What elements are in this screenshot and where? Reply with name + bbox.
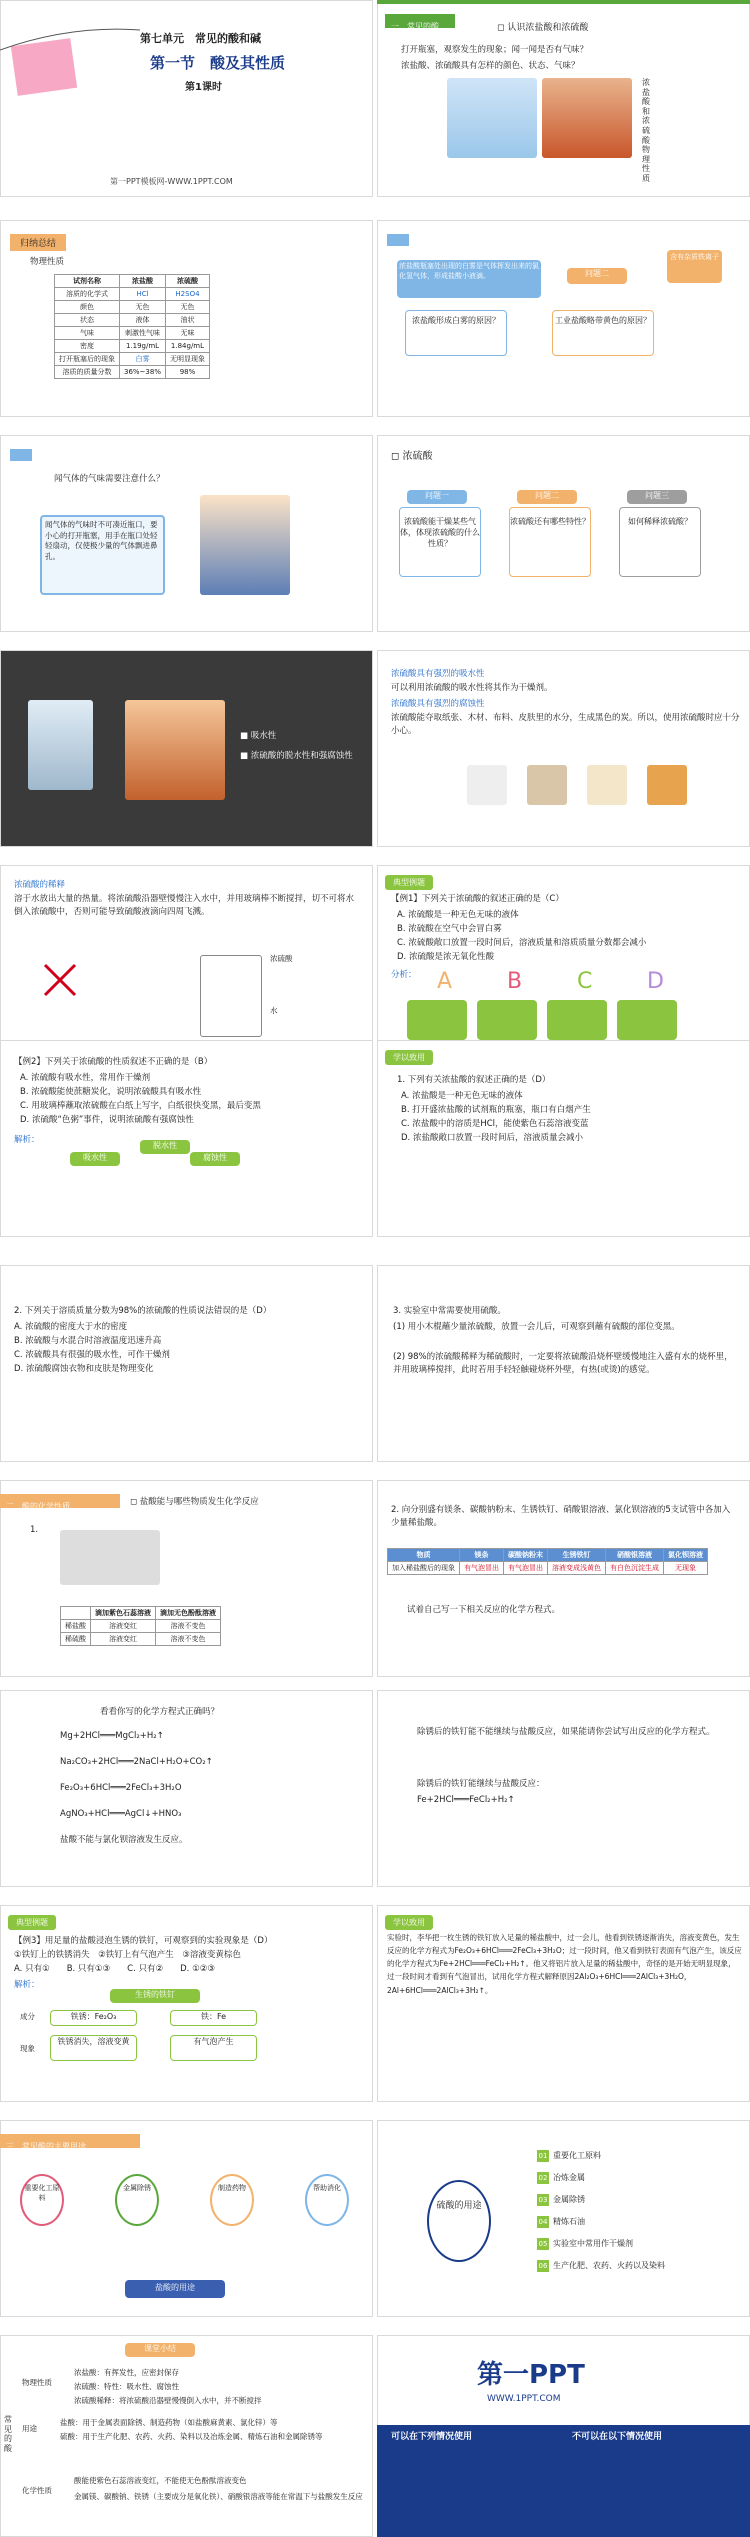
brand-logo: 第一PPT [477, 2360, 585, 2390]
table-row: 溶质的化学式 HCl H2SO4 [55, 288, 210, 301]
slide-hcl-uses: 三、常见酸的主要用途 重要化工原料 金属除锈 制造药物 帮助消化 盐酸的用途 [0, 2120, 373, 2317]
question: 【例2】下列关于浓硫酸的性质叙述不正确的是（B） [14, 1057, 213, 1067]
subheading: 物理性质 [30, 257, 65, 267]
summary-title: 课堂小结 [125, 2343, 195, 2357]
question: 看看你写的化学方程式正确吗？ [100, 1707, 220, 1717]
text: 溶于水放出大量的热量。将浓硫酸沿器壁慢慢注入水中，并用玻璃棒不断搅拌，切不可将水倒入浓硫酸中，否则可能导致硫酸液滴向四周飞溅。 [14, 894, 355, 918]
slide-photo [0, 650, 373, 847]
answer-2: (2) 98%的浓硫酸稀释为稀硫酸时，一定要将浓硫酸沿烧杯壁缓慢地注入盛有水的烧杯里，并用玻璃棒搅拌，此时若用手轻轻触碰烧杯外壁，有热(或烫)的感觉。 [393, 1352, 733, 1376]
slide-dilution [0, 865, 373, 1062]
bottom-label: 盐酸的用途 [125, 2280, 225, 2298]
label-1: ■ 吸水性 [240, 731, 277, 741]
blue-explain-box: 浓盐酸瓶塞处出现的白雾是气体挥发出来的氯化氢气体，形成盐酸小液滴。 [397, 260, 541, 298]
center-circle: 硫酸的用途 [427, 2180, 491, 2262]
footer-text: 盐酸不能与氯化钡溶液发生反应。 [60, 1835, 188, 1845]
slide-hcl-h2so4 [377, 0, 750, 197]
question-box-2: 工业盐酸略带黄色的原因？ [552, 310, 654, 356]
question: 【例1】下列关于浓硫酸的叙述正确的是（C） [391, 894, 564, 904]
slide-example3: 典型例题 【例3】用足量的盐酸浸泡生锈的铁钉，可观察到的实验现象是（D） ①铁钉上的铁锈消失 ②铁钉上有气泡产生 ③溶液变黄棕色 A. 只有① B. 只有①③ C. 只有② D. ①②③ 解析： 生锈的铁钉 成分 铁锈：Fe₂O₃ 铁：Fe 现象 铁锈消失，溶液变黄 有气泡产生 [0, 1905, 373, 2102]
slide-reactions [377, 1480, 750, 1677]
slide-title: ◻ 盐酸能与哪些物质发生化学反应 [130, 1497, 259, 1507]
text-1: 可以利用浓硫酸的吸水性将其作为干燥剂。 [391, 683, 553, 693]
heading: 浓硫酸的稀释 [14, 880, 66, 890]
badge: 学以致用 [385, 1915, 433, 1930]
table-row: 颜色 无色 无色 [55, 301, 210, 314]
slide-q3 [377, 1265, 750, 1462]
bottle-photo-2 [125, 700, 225, 800]
string-line [0, 20, 140, 60]
text: 实验时，李华把一枚生锈的铁钉放入足量的稀盐酸中，过一会儿，他看到铁锈逐渐消失，溶液变黄色，发生反应的化学方程式为Fe₂O₃+6HCl═══2FeCl₃+3H₂O；过一段时间，他又看到铁钉表面有气泡产生，该反应的化学方程式为Fe+2HCl═══FeCl₂+H₂↑。他又将铝片放入足量的稀盐酸中，奇怪的是开始无明显现象，过一段时间才看到有气泡冒出，试用化学方程式解释原因2Al₂O₃+6HCl═══2AlCl₃+3H₂O，2Al+6HCl═══2AlCl₃+3H₂↑。 [387, 1933, 742, 1995]
tag-bar: 一、常见的酸 [385, 14, 455, 28]
question: 2. 向分别盛有镁条、碳酸钠粉末、生锈铁钉、硝酸银溶液、氯化钡溶液的5支试管中各加入少量稀盐酸。 [391, 1505, 731, 1529]
table-row: 状态 液体 油状 [55, 314, 210, 327]
table-row: 气味 刺激性气味 无味 [55, 327, 210, 340]
slide-example1: 典型例题 【例1】下列关于浓硫酸的叙述正确的是（C） A. 浓硫酸是一种无色无味的液体 B. 浓硫酸在空气中会冒白雾 C. 浓硫酸敞口放置一段时间后，溶液质量和溶质质量分数都会减小 D. 浓硫酸是浓无氧化性酸 分析： A B C D [377, 865, 750, 1062]
question: 闻气体的气味需要注意什么？ [54, 474, 165, 484]
right-title: 不可以在以下情况使用 [572, 2432, 663, 2442]
tag-q2: 问题二 [567, 268, 627, 284]
tag-2: 问题二 [517, 490, 577, 504]
question-3: 如何稀释浓硫酸？ [619, 507, 701, 577]
heading-1: 浓硫酸具有强烈的吸水性 [391, 669, 485, 679]
table-row: 加入稀盐酸后的现象 有气泡冒出 有气泡冒出 溶液变成浅黄色 有白色沉淀生成 无现象 [388, 1562, 708, 1575]
hcl-photo [447, 78, 537, 158]
answer-box: 含有杂质铁离子 [667, 250, 722, 283]
badge: 典型例题 [385, 875, 433, 890]
unit-title: 第七单元 常见的酸和碱 [140, 32, 261, 45]
badge: 典型例题 [8, 1915, 56, 1930]
question-2: 除锈后的铁钉能继续与盐酸反应： [417, 1779, 545, 1789]
footer-text: 试着自己写一下相关反应的化学方程式。 [407, 1605, 561, 1615]
table-row: 溶质的质量分数 36%~38% 98% [55, 366, 210, 379]
question: 1. 下列有关浓盐酸的叙述正确的是（D） [397, 1075, 551, 1085]
question: 2. 下列关于溶质质量分数为98%的浓硫酸的性质说法错误的是（D） [14, 1306, 272, 1316]
question-1: 浓硫酸能干燥某些气体，体现浓硫酸的什么性质？ [399, 507, 481, 577]
table-row: 密度 1.19g/mL 1.84g/mL [55, 340, 210, 353]
slide-example2: 【例2】下列关于浓硫酸的性质叙述不正确的是（B） A. 浓硫酸有吸水性，常用作干燥剂 B. 浓硫酸能使蔗糖炭化，说明浓硫酸具有吸水性 C. 用玻璃棒蘸取浓硫酸在白纸上写字，白纸很快变黑，最后变黑 D. 浓硫酸“色粥”事件，说明浓硫酸有强腐蚀性 解析： 吸水性 脱水性 腐蚀性 [0, 1040, 373, 1237]
reaction-table: 物质 镁条 碳酸钠粉末 生锈铁钉 硝酸银溶液 氯化钡溶液 加入稀盐酸后的现象 有气泡冒出 有气泡冒出 溶液变成浅黄色 有白色沉淀生成 无现象 [387, 1548, 708, 1575]
h2so4-photo [542, 78, 632, 158]
question-2: 浓硫酸还有哪些特性？ [509, 507, 591, 577]
left-title: 可以在下列情况使用 [391, 2432, 473, 2442]
slide-practice2 [377, 1905, 750, 2102]
slide-smell [0, 435, 373, 632]
slide-title [0, 0, 373, 197]
table-row: 打开瓶塞后的现象 白雾 无明显现象 [55, 353, 210, 366]
question: 3. 实验室中常需要使用硫酸。 [393, 1306, 506, 1316]
footer: 第一PPT模板网-WWW.1PPT.COM [110, 177, 233, 186]
slide-q2: 2. 下列关于溶质质量分数为98%的浓硫酸的性质说法错误的是（D） A. 浓硫酸的密度大于水的密度 B. 浓硫酸与水混合时溶液温度迅速升高 C. 浓硫酸具有很强的吸水性，可作干燥剂 D. 浓硫酸腐蚀衣物和皮肤是物理变化 [0, 1265, 373, 1462]
slide-title: ◻ 浓硫酸 [391, 451, 433, 462]
badge: 学以致用 [385, 1050, 433, 1065]
label-water: 水 [270, 1006, 278, 1015]
cross-icon [40, 960, 80, 1000]
question-2: 浓盐酸、浓硫酸具有怎样的颜色、状态、气味？ [401, 61, 580, 71]
slide-equations: 看看你写的化学方程式正确吗？ Mg+2HCl═══MgCl₂+H₂↑ Na₂CO₃+2HCl═══2NaCl+H₂O+CO₂↑ Fe₂O₃+6HCl═══2FeCl₃+3H₂O AgNO₃+HCl═══AgCl↓+HNO₃ 盐酸不能与氯化钡溶液发生反应。 [0, 1690, 373, 1887]
lesson-title: 第1课时 [185, 82, 222, 93]
slide-summary-map: 课堂小结 常见的酸 物理性质 浓盐酸：有挥发性，应密封保存 浓硫酸：特性：吸水性、腐蚀性 浓硫酸稀释：将浓硫酸沿器壁慢慢倒入水中，并不断搅拌 用途 盐酸：用于金属表面除锈、制造药物（如盐酸麻黄素、氯化锌）等 硫酸：用于生产化肥、农药、火药、染料以及冶炼金属、精炼石油和金属除锈等 化学性质 酸能使紫色石蕊溶液变红，不能使无色酚酞溶液变色 金属镁、碳酸钠、铁锈（主要成分是氧化铁）、硝酸银溶液等能在常温下与盐酸发生反应 [0, 2335, 373, 2537]
experiment-photo [60, 1530, 160, 1585]
slide-fe-reaction [377, 1690, 750, 1887]
table-row: 稀硫酸 溶液变红 溶液不变色 [61, 1633, 221, 1646]
brand-url: WWW.1PPT.COM [487, 2394, 561, 2404]
tag-1: 问题一 [407, 490, 467, 504]
tag-3: 问题三 [627, 490, 687, 504]
slide-practice1: 学以致用 1. 下列有关浓盐酸的叙述正确的是（D） A. 浓盐酸是一种无色无味的液体 B. 打开盛浓盐酸的试剂瓶的瓶塞，瓶口有白烟产生 C. 浓盐酸中的溶质是HCl，能使紫色石蕊溶液变蓝 D. 浓盐酸敞口放置一段时间后，溶液质量会减小 [377, 1040, 750, 1237]
summary-heading: 归纳总结 [10, 234, 66, 251]
question-1: 除锈后的铁钉能不能继续与盐酸反应，如果能请你尝试写出反应的化学方程式。 [417, 1727, 715, 1737]
slide-acid-props: 二、酸的化学性质 ◻ 盐酸能与哪些物质发生化学反应 1. 滴加紫色石蕊溶液 滴加无色酚酞溶液 稀盐酸 溶液变红 溶液不变色 稀硫酸 溶液变红 溶液不变色 [0, 1480, 373, 1677]
section-title: 第一节 酸及其性质 [150, 54, 286, 72]
question-box-1: 浓盐酸形成白雾的原因？ [405, 310, 507, 356]
answer-box: 闻气体的气味时不可凑近瓶口，要小心的打开瓶塞，用手在瓶口处轻轻扇动，仅使极少量的气体飘进鼻孔。 [40, 515, 165, 595]
beaker-illustration [200, 955, 262, 1037]
heading-2: 浓硫酸具有强烈的腐蚀性 [391, 699, 485, 709]
slide-summary [0, 220, 373, 417]
table-row: 稀盐酸 溶液变红 溶液不变色 [61, 1620, 221, 1633]
bottle-photo-1 [28, 700, 93, 790]
slide-h2so4 [377, 435, 750, 632]
slide-h2so4-uses: 硫酸的用途 01 重要化工原料 02 冶炼金属 03 金属除锈 04 精炼石油 05 实验室中常用作干燥剂 06 生产化肥、农药、火药以及染料 [377, 2120, 750, 2317]
vertical-label: 浓盐酸和浓硫酸物理性质 [642, 78, 650, 183]
equation: Fe+2HCl═══FeCl₂+H₂↑ [417, 1795, 515, 1805]
question: 【例3】用足量的盐酸浸泡生锈的铁钉，可观察到的实验现象是（D） [14, 1936, 273, 1946]
answer-1: (1) 用小木棍蘸少量浓硫酸，放置一会儿后，可观察到蘸有硫酸的部位变黑。 [393, 1322, 680, 1332]
boy-illustration [200, 495, 290, 595]
slide-questions [377, 220, 750, 417]
indicator-table: 滴加紫色石蕊溶液 滴加无色酚酞溶液 稀盐酸 溶液变红 溶液不变色 稀硫酸 溶液变红 溶液不变色 [60, 1606, 221, 1646]
property-table: 试剂名称 浓盐酸 浓硫酸 溶质的化学式 HCl H2SO4 颜色 无色 无色 状态 液体 油状 气味 刺激性气味 无味 密度 1.19g/mL 1.84g/mL 打开瓶塞后的现象 白雾 无明显现象 溶质的质量分数 36%~38% 98% [54, 274, 210, 379]
slide-properties [377, 650, 750, 847]
slide-title: ◻ 认识浓盐酸和浓硫酸 [497, 23, 589, 33]
slide-brand [377, 2335, 750, 2537]
label-2: ■ 浓硫酸的脱水性和强腐蚀性 [240, 751, 353, 761]
question-1: 打开瓶塞，观察发生的现象；闻一闻是否有气味？ [401, 45, 589, 55]
label-acid: 浓硫酸 [270, 954, 293, 963]
text-2: 浓硫酸能夺取纸张、木材、布料、皮肤里的水分，生成黑色的炭。所以，使用浓硫酸时应十分小心。 [391, 713, 740, 737]
